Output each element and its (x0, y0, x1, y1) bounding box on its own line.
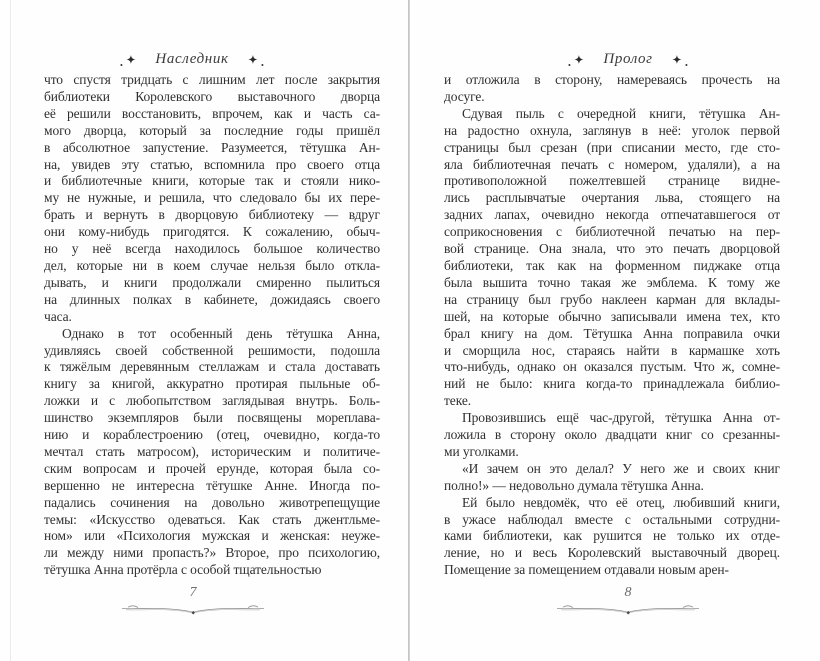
text-line: к тяжёлым деревянным стеллажам и стала доставать (44, 359, 380, 375)
text-line: мечтал стать матросом), историческим и политиче- (44, 443, 380, 459)
text-line: что-нибудь, однако он оказался пустым. Что ж, сомне- (444, 359, 780, 375)
dot-ornament-icon (568, 64, 570, 66)
text-line: её решили восстановить, впрочем, как и часть са- (44, 105, 380, 121)
text-line: мого дворца, который за последние годы пришёл (44, 122, 380, 138)
text-line: нию и кораблестроению (отец, очевидно, когда-то (44, 427, 380, 443)
text-line: дывать, и книги продолжали смиренно пылиться (44, 274, 380, 290)
text-line: на страницу был грубо наклеен карман для вклады- (444, 291, 780, 307)
text-line: в ужасе наблюдал вместе с остальными сотрудни- (444, 511, 780, 527)
dot-ornament-icon (262, 64, 264, 66)
text-line: теке. (444, 393, 471, 409)
text-line: ление, но и весь Королевский выставочный дворец. (444, 545, 780, 561)
text-line: ном» или «Психология мужская и женская: неуже- (44, 528, 380, 544)
text-line: досуге. (444, 88, 485, 104)
page-number-left: 7 (189, 585, 197, 600)
text-line: яла библиотечная печать с номером, удаляли), а на (444, 156, 780, 172)
text-line: шинство экземпляров были посвящены мореплава- (44, 410, 380, 426)
text-line: страницы был срезан (при списании место, где сто- (444, 139, 780, 155)
text-line: дел, которые ни в коем случае нельзя было откла- (44, 257, 380, 273)
text-line: что спустя тридцать с лишним лет после закрытия (44, 72, 380, 87)
dot-ornament-icon (686, 64, 688, 66)
text-line: Провозившись ещё час-другой, тётушка Анна от- (462, 410, 780, 426)
dot-ornament-icon (120, 64, 122, 66)
text-line: Помещение за помещением отдавали новым арен- (444, 562, 729, 578)
text-line: Сдувая пыль с очередной книги, тётушка Ан- (462, 105, 780, 121)
text-line: темы: «Искусство одеваться. Как стать джентльме- (44, 511, 380, 527)
page-number-right: 8 (624, 585, 632, 600)
text-line: но у неё всегда находилось большое количество (44, 241, 380, 257)
text-line: ложила в сторону около двадцати книг со срезанны- (444, 427, 780, 443)
text-line: и сморщила нос, стараясь найти в кармашке хоть (444, 342, 780, 358)
sparkle-star-icon (673, 55, 682, 64)
page-body-right (444, 72, 780, 579)
text-line: ми уголками. (444, 443, 519, 459)
text-line: лись расплывчатые очертания льва, стоящего на (444, 190, 780, 206)
text-line: падались сочинения на довольно животрепещущие (44, 494, 380, 510)
text-line: и отложила в сторону, намереваясь прочесть на (444, 72, 780, 87)
text-line: брать и вернуть в дворцовую библиотеку — вдруг (44, 207, 380, 223)
chapter-title-right: Пролог (603, 50, 653, 67)
text-line: му не нужные, и решила, что следовало бы их пере- (44, 190, 380, 206)
text-line: на радостно охнула, заглянув в неё: уголок первой (444, 122, 780, 138)
page-edge-line (10, 0, 11, 661)
text-line: ли между ними пропасть?» Второе, про психологию, (44, 545, 380, 561)
text-line: книгу за книгой, аккуратно протирая пыльные об- (44, 376, 380, 392)
text-line: и библиотечные книги, которые так и стояли нико- (44, 173, 380, 189)
page-gutter-divider (408, 0, 410, 661)
running-head-right (568, 48, 687, 70)
text-line: вершенно не интересна тётушке Анне. Иногда по- (44, 477, 380, 493)
running-head-left (120, 48, 263, 70)
text-line: ским вопросам и прочей ерунде, которая была со- (44, 460, 380, 476)
text-line: ложки и с любопытством заглядывая внутрь. Боль- (44, 393, 380, 409)
text-line: была вышита точно такая же эмблема. К тому же (444, 274, 780, 290)
page-footer-left (118, 585, 268, 616)
text-line: задних лапах, очевидно некогда отпечатавшегося от (444, 207, 780, 223)
text-line: библиотеки, так как на форменном пиджаке отца (444, 257, 780, 273)
text-line: на, увидев эту статью, вспомнила про своего отца (44, 156, 380, 172)
footer-flourish-icon (118, 602, 268, 616)
text-line: соприкосновения с библиотечной печатью на пер- (444, 224, 780, 240)
text-line: полно!» — недовольно думала тётушка Анна. (444, 477, 704, 493)
text-line: тётушка Анна протёрла с особой тщательностью (44, 562, 322, 578)
sparkle-star-icon (126, 55, 135, 64)
text-line: противоположной пожелтевшей странице видне- (444, 173, 780, 189)
text-line: удивляясь своей собственной решимости, подошла (44, 342, 380, 358)
sparkle-star-icon (249, 55, 258, 64)
page-body-left (44, 72, 380, 579)
sparkle-star-icon (574, 55, 583, 64)
footer-flourish-icon (553, 602, 703, 616)
text-line: вой странице. Она знала, что это печать дворцовой (444, 241, 780, 257)
text-line: Ей было невдомёк, что её отец, любивший книги, (462, 494, 780, 510)
text-line: на длинных полках в кабинете, дожидаясь своего (44, 291, 380, 307)
chapter-title-left: Наследник (155, 50, 229, 67)
text-line: шей, на которые обычно записывали имена тех, кто (444, 308, 780, 324)
text-line: в абсолютное запустение. Разумеется, тётушка Ан- (44, 139, 380, 155)
text-line: часа. (44, 308, 72, 324)
text-line: ний не было: книга когда-то принадлежала библио- (444, 376, 780, 392)
text-line: ками библиотеки, как рушится не только их отде- (444, 528, 780, 544)
text-line: «И зачем он это делал? У него же и своих книг (462, 460, 780, 476)
page-footer-right (553, 585, 703, 616)
text-line: библиотеки Королевского выставочного дворца (44, 88, 380, 104)
text-line: брал книгу на дом. Тётушка Анна поправила очки (444, 325, 780, 341)
text-line: они кому-нибудь пригодятся. К сожалению, обыч- (44, 224, 380, 240)
text-line: Однако в тот особенный день тётушка Анна, (62, 325, 380, 341)
